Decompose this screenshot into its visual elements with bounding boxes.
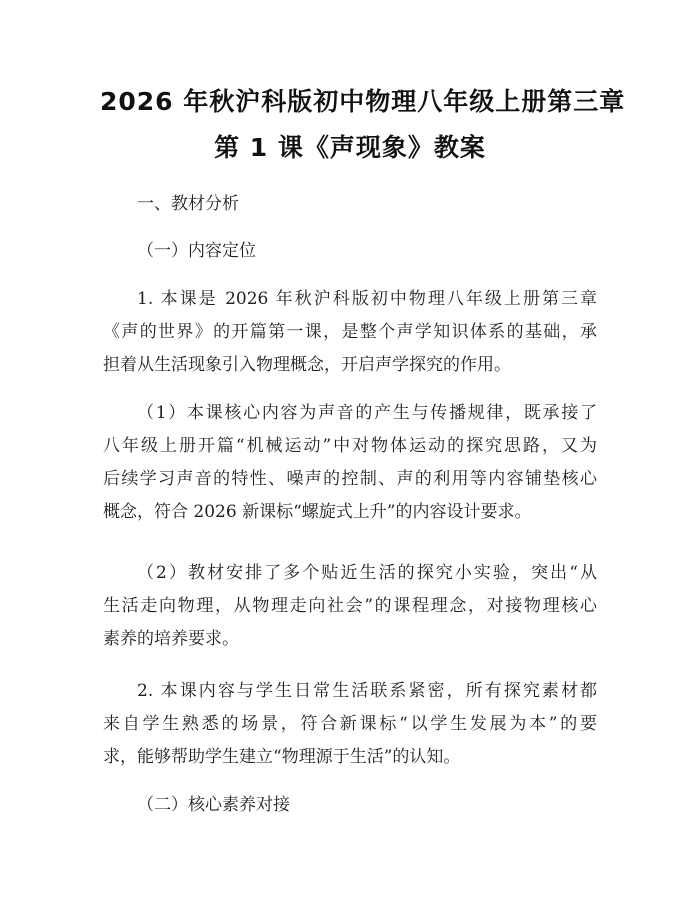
- subsection-heading-core-literacy-alignment: （二）核心素养对接: [137, 795, 290, 815]
- paragraph-1-line-3: 担着从生活现象引入物理概念，开启声学探究的作用。: [103, 355, 511, 375]
- paragraph-2-line-4: 概念，符合 2026 新课标“螺旋式上升”的内容设计要求。: [103, 502, 532, 522]
- paragraph-2-line-1: （1）本课核心内容为声音的产生与传播规律，既承接了: [137, 403, 597, 423]
- paragraph-4-line-3: 求，能够帮助学生建立“物理源于生活”的认知。: [103, 747, 461, 767]
- paragraph-1: [103, 283, 597, 382]
- paragraph-3-line-2: 生活走向物理，从物理走向社会”的课程理念，对接物理核心: [103, 596, 597, 616]
- paragraph-2: [103, 397, 597, 529]
- document-title-line-2: 第 1 课《声现象》教案: [214, 133, 486, 162]
- paragraph-1-line-1: 1. 本课是 2026 年秋沪科版初中物理八年级上册第三章: [137, 289, 597, 309]
- paragraph-1-line-2: 《声的世界》的开篇第一课，是整个声学知识体系的基础，承: [103, 322, 597, 342]
- section-heading-teaching-material-analysis: 一、教材分析: [137, 194, 239, 214]
- paragraph-3-line-3: 素养的培养要求。: [103, 629, 239, 649]
- document-title-line-1: 2026 年秋沪科版初中物理八年级上册第三章: [100, 87, 626, 116]
- paragraph-4-line-1: 2. 本课内容与学生日常生活联系紧密，所有探究素材都: [137, 681, 597, 701]
- subsection-heading-content-positioning: （一）内容定位: [137, 241, 256, 261]
- paragraph-3-line-1: （2）教材安排了多个贴近生活的探究小实验，突出“从: [137, 563, 597, 583]
- paragraph-2-line-3: 后续学习声音的特性、噪声的控制、声的利用等内容铺垫核心: [103, 469, 597, 489]
- paragraph-4: [103, 675, 597, 774]
- paragraph-3: [103, 557, 597, 656]
- paragraph-4-line-2: 来自学生熟悉的场景，符合新课标“以学生发展为本”的要: [103, 714, 597, 734]
- paragraph-2-line-2: 八年级上册开篇“机械运动”中对物体运动的探究思路，又为: [103, 436, 597, 456]
